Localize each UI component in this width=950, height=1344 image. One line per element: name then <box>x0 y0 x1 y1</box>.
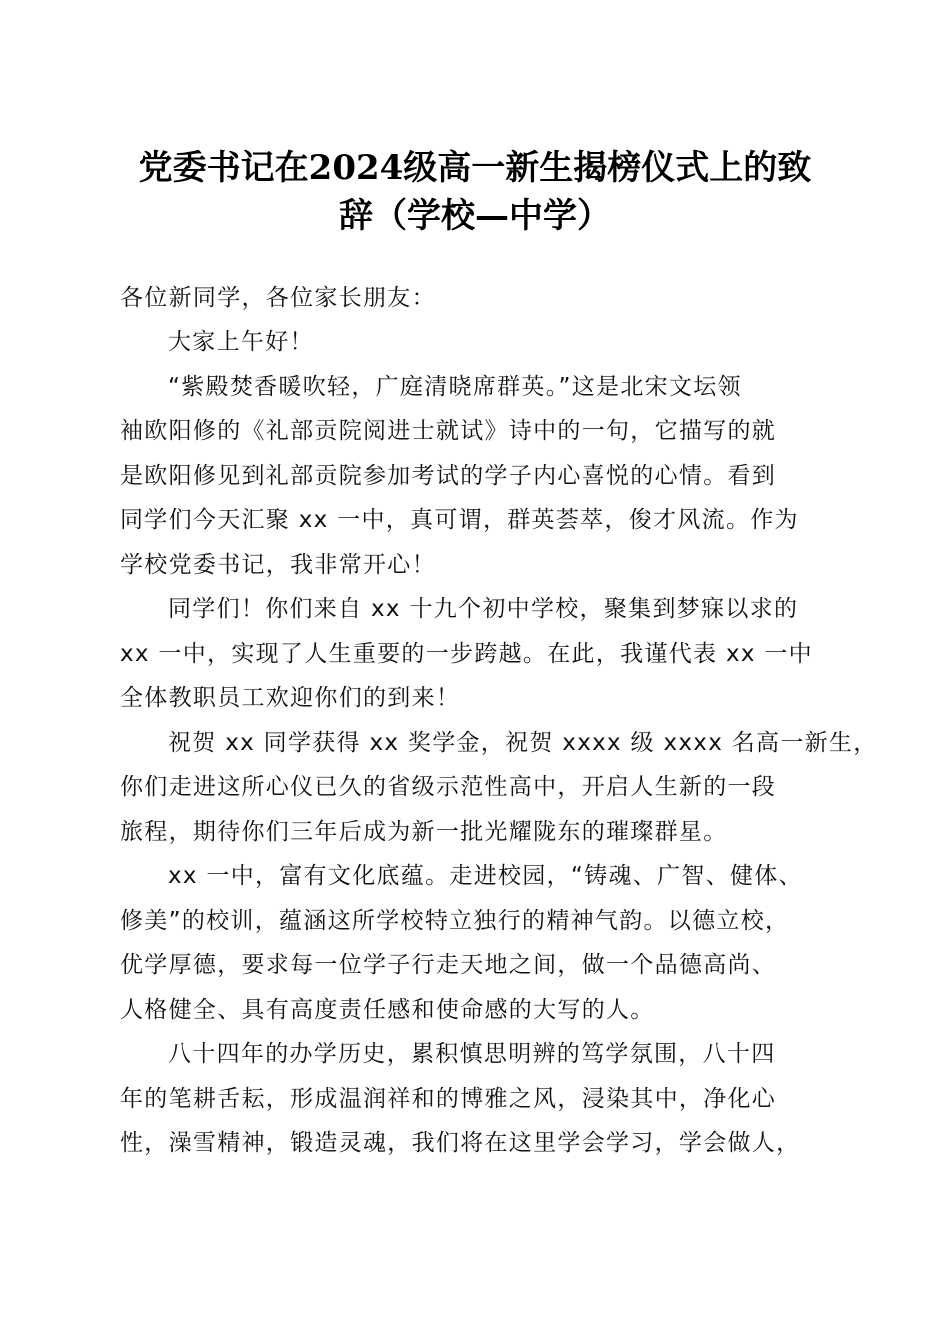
paragraph-line: “紫殿焚香暖吹轻，广庭清晓席群英。”这是北宋文坛领 <box>168 374 742 400</box>
paragraph-line: 年的笔耕舌耘，形成温润祥和的博雅之风，浸染其中，净化心 <box>120 1086 777 1112</box>
document-title-line-1: 党委书记在2024级高一新生揭榜仪式上的致 <box>138 148 812 188</box>
paragraph-line: 学校党委书记，我非常开心！ <box>120 552 436 578</box>
paragraph-line: 旅程，期待你们三年后成为新一批光耀陇东的璀璨群星。 <box>120 819 728 845</box>
paragraph-line: 人格健全、具有高度责任感和使命感的大写的人。 <box>120 997 655 1023</box>
paragraph-line: 优学厚德，要求每一位学子行走天地之间，做一个品德高尚、 <box>120 952 777 978</box>
paragraph-line: 是欧阳修见到礼部贡院参加考试的学子内心喜悦的心情。看到 <box>120 463 777 489</box>
salutation: 各位新同学，各位家长朋友： <box>120 285 436 311</box>
paragraph-line: 性，澡雪精神，锻造灵魂，我们将在这里学会学习，学会做人， <box>120 1130 801 1156</box>
paragraph-line: 修美”的校训，蕴涵这所学校特立独行的精神气韵。以德立校， <box>120 908 790 934</box>
paragraph-line: xx 一中，实现了人生重要的一步跨越。在此，我谨代表 xx 一中 <box>120 641 813 667</box>
paragraph-line: 祝贺 xx 同学获得 xx 奖学金，祝贺 xxxx 级 xxxx 名高一新生， <box>168 730 878 756</box>
paragraph-line: 全体教职员工欢迎你们的到来！ <box>120 685 461 711</box>
document-title-line-2: 辞（学校—中学） <box>339 196 611 236</box>
paragraph-line: 袖欧阳修的《礼部贡院阅进士就试》诗中的一句，它描写的就 <box>120 418 777 444</box>
paragraph-line: 你们走进这所心仪已久的省级示范性高中，开启人生新的一段 <box>120 774 777 800</box>
paragraph-line: xx 一中，富有文化底蕴。走进校园，“铸魂、广智、健体、 <box>168 863 803 889</box>
paragraph-line: 八十四年的办学历史，累积慎思明辨的笃学氛围，八十四 <box>168 1041 776 1067</box>
paragraph-line: 同学们今天汇聚 xx 一中，真可谓，群英荟萃，俊才风流。作为 <box>120 507 799 533</box>
paragraph-line: 同学们！你们来自 xx 十九个初中学校，聚集到梦寐以求的 <box>168 596 799 622</box>
greeting: 大家上午好！ <box>168 329 314 355</box>
